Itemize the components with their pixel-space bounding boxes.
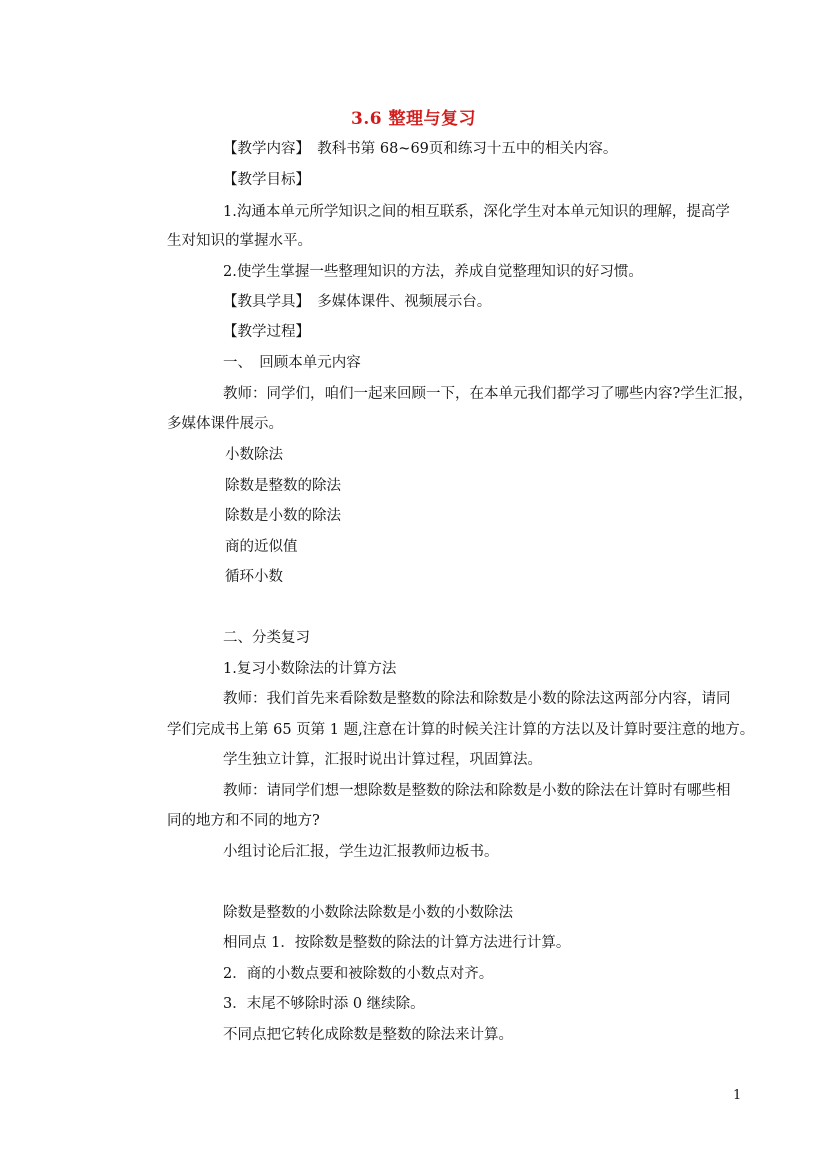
page-number: 1 [733, 1088, 742, 1103]
comparison-header-line: 除数是整数的小数除法除数是小数的小数除法 [223, 905, 513, 921]
topic-list-item: 商的近似值 [225, 539, 298, 555]
section-one-heading: 一、 回顾本单元内容 [223, 355, 361, 371]
teaching-goals-heading: 【教学目标】 [223, 172, 310, 188]
teaching-tools-line: 【教具学具】 多媒体课件、视频展示台。 [223, 294, 492, 310]
similarity-point-3: 3．末尾不够除时添 0 继续除。 [223, 996, 425, 1012]
teacher-instruction-line-1: 教师：我们首先来看除数是整数的除法和除数是小数的除法这两部分内容，请同 [223, 691, 731, 707]
teacher-review-line-1: 教师：同学们，咱们一起来回顾一下，在本单元我们都学习了哪些内容?学生汇报， [223, 386, 753, 402]
similarity-point-1: 相同点 1．按除数是整数的除法的计算方法进行计算。 [223, 935, 571, 951]
topic-list-item: 除数是整数的除法 [225, 478, 341, 494]
goal-2-line: 2.使学生掌握一些整理知识的方法，养成自觉整理知识的好习惯。 [223, 264, 643, 280]
teaching-content-line: 【教学内容】 教科书第 68~69页和练习十五中的相关内容。 [223, 141, 618, 157]
difference-point: 不同点把它转化成除数是整数的除法来计算。 [223, 1027, 513, 1043]
group-discussion-line: 小组讨论后汇报，学生边汇报教师边板书。 [223, 844, 499, 860]
similarity-point-2: 2．商的小数点要和被除数的小数点对齐。 [223, 966, 494, 982]
topic-list-item: 循环小数 [225, 569, 283, 585]
subsection-1-heading: 1.复习小数除法的计算方法 [223, 661, 397, 677]
section-two-heading: 二、分类复习 [223, 630, 310, 646]
teacher-question-line-1: 教师：请同学们想一想除数是整数的除法和除数是小数的除法在计算时有哪些相 [223, 783, 731, 799]
topic-list-item: 除数是小数的除法 [225, 508, 341, 524]
document-title: 3.6 整理与复习 [351, 109, 476, 129]
student-activity-line: 学生独立计算，汇报时说出计算过程，巩固算法。 [223, 752, 542, 768]
teacher-question-line-2: 同的地方和不同的地方? [167, 813, 320, 829]
teaching-process-heading: 【教学过程】 [223, 324, 310, 340]
goal-1-line-2: 生对知识的掌握水平。 [167, 233, 312, 249]
topic-list-item: 小数除法 [225, 447, 283, 463]
teacher-instruction-line-2: 学们完成书上第 65 页第 1 题,注意在计算的时候关注计算的方法以及计算时要注意的地方。 [167, 722, 755, 738]
teacher-review-line-2: 多媒体课件展示。 [167, 416, 283, 432]
goal-1-line-1: 1.沟通本单元所学知识之间的相互联系，深化学生对本单元知识的理解，提高学 [223, 204, 730, 220]
